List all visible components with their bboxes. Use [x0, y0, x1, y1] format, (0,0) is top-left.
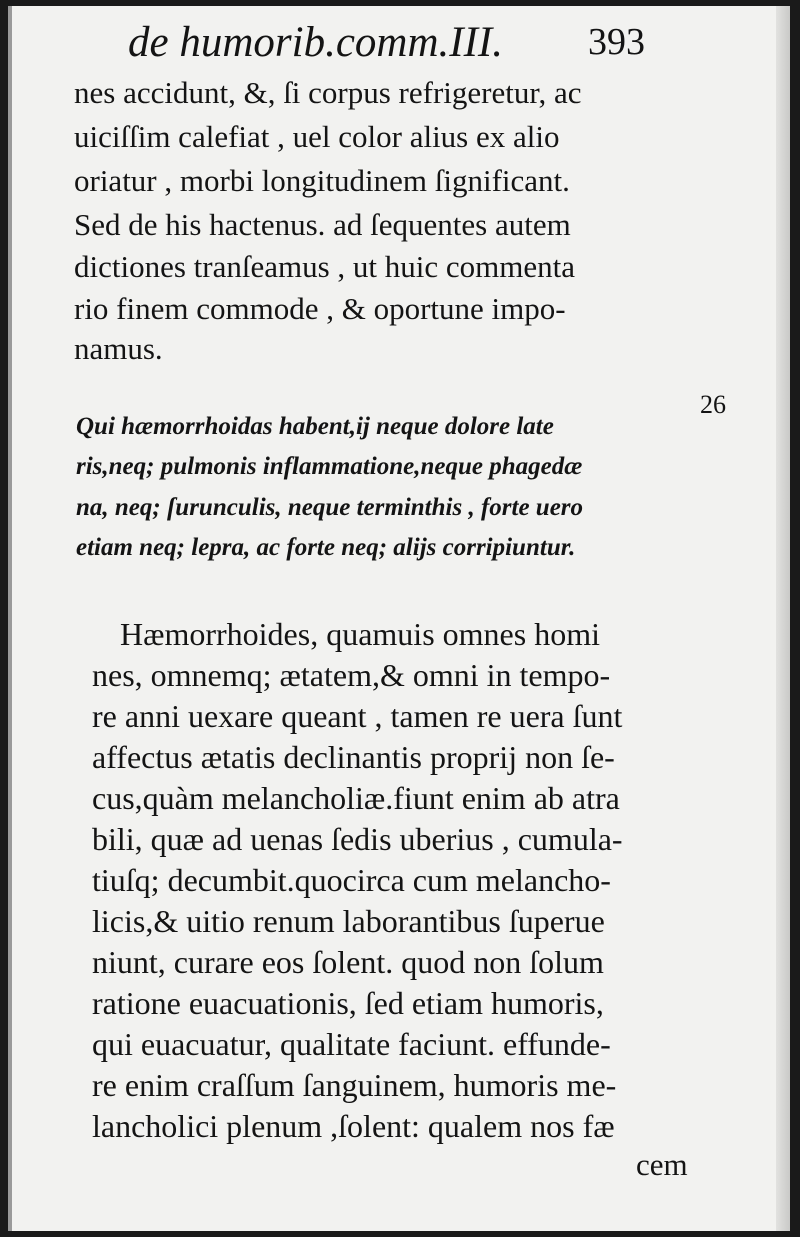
commentary-line: tiuſq; decumbit.quocirca cum melancho- — [92, 862, 611, 898]
commentary-line: nes, omnemq; ætatem,& omni in tempo- — [92, 657, 611, 693]
text-line: namus. — [74, 331, 163, 366]
aphorism-line: na, neq; ſurunculis, neque terminthis , forte uero — [76, 494, 584, 521]
commentary-line: Hæmorrhoides, quamuis omnes homi — [120, 616, 600, 652]
commentary-line: re enim craſſum ſanguinem, humoris me- — [92, 1067, 617, 1103]
binding-gutter — [8, 6, 12, 1231]
commentary-line: licis,& uitio renum laborantibus ſuperue — [92, 903, 605, 939]
text-line: uiciſſim calefiat , uel color alius ex alio — [74, 119, 560, 154]
catchword: cem — [636, 1147, 688, 1182]
text-line: dictiones tranſeamus , ut huic commenta — [74, 249, 576, 284]
commentary-line: bili, quæ ad uenas ſedis uberius , cumula- — [92, 821, 623, 857]
page-edge — [776, 6, 790, 1231]
text-line: rio finem commode , & oportune impo- — [74, 291, 566, 326]
commentary-line: niunt, curare eos ſolent. quod non ſolum — [92, 944, 604, 980]
margin-number: 26 — [700, 390, 726, 419]
text-line: nes accidunt, &, ſi corpus refrigeretur, ac — [74, 75, 582, 110]
commentary-line: qui euacuatur, qualitate faciunt. effunde- — [92, 1026, 611, 1062]
book-page — [8, 6, 790, 1231]
aphorism-line: ris,neq; pulmonis inflammatione,neque phagedæ — [76, 453, 583, 480]
commentary-line: lancholici plenum ,ſolent: qualem nos fæ — [92, 1108, 615, 1144]
commentary-line: re anni uexare queant , tamen re uera ſunt — [92, 698, 623, 734]
page-number: 393 — [588, 21, 645, 63]
text-line: Sed de his hactenus. ad ſequentes autem — [74, 207, 571, 242]
commentary-line: cus,quàm melancholiæ.fiunt enim ab atra — [92, 780, 620, 816]
aphorism-line: etiam neq; lepra, ac forte neq; aliјs corripiuntur. — [76, 534, 576, 561]
aphorism-line: Qui hæmorrhoidas habent,ij neque dolore late — [76, 413, 554, 440]
text-line: oriatur , morbi longitudinem ſignificant. — [74, 163, 570, 198]
running-title: de humorib.comm.III. — [128, 19, 503, 66]
commentary-line: affectus ætatis declinantis proprij non ſe- — [92, 739, 615, 775]
commentary-line: ratione euacuationis, ſed etiam humoris, — [92, 985, 604, 1021]
